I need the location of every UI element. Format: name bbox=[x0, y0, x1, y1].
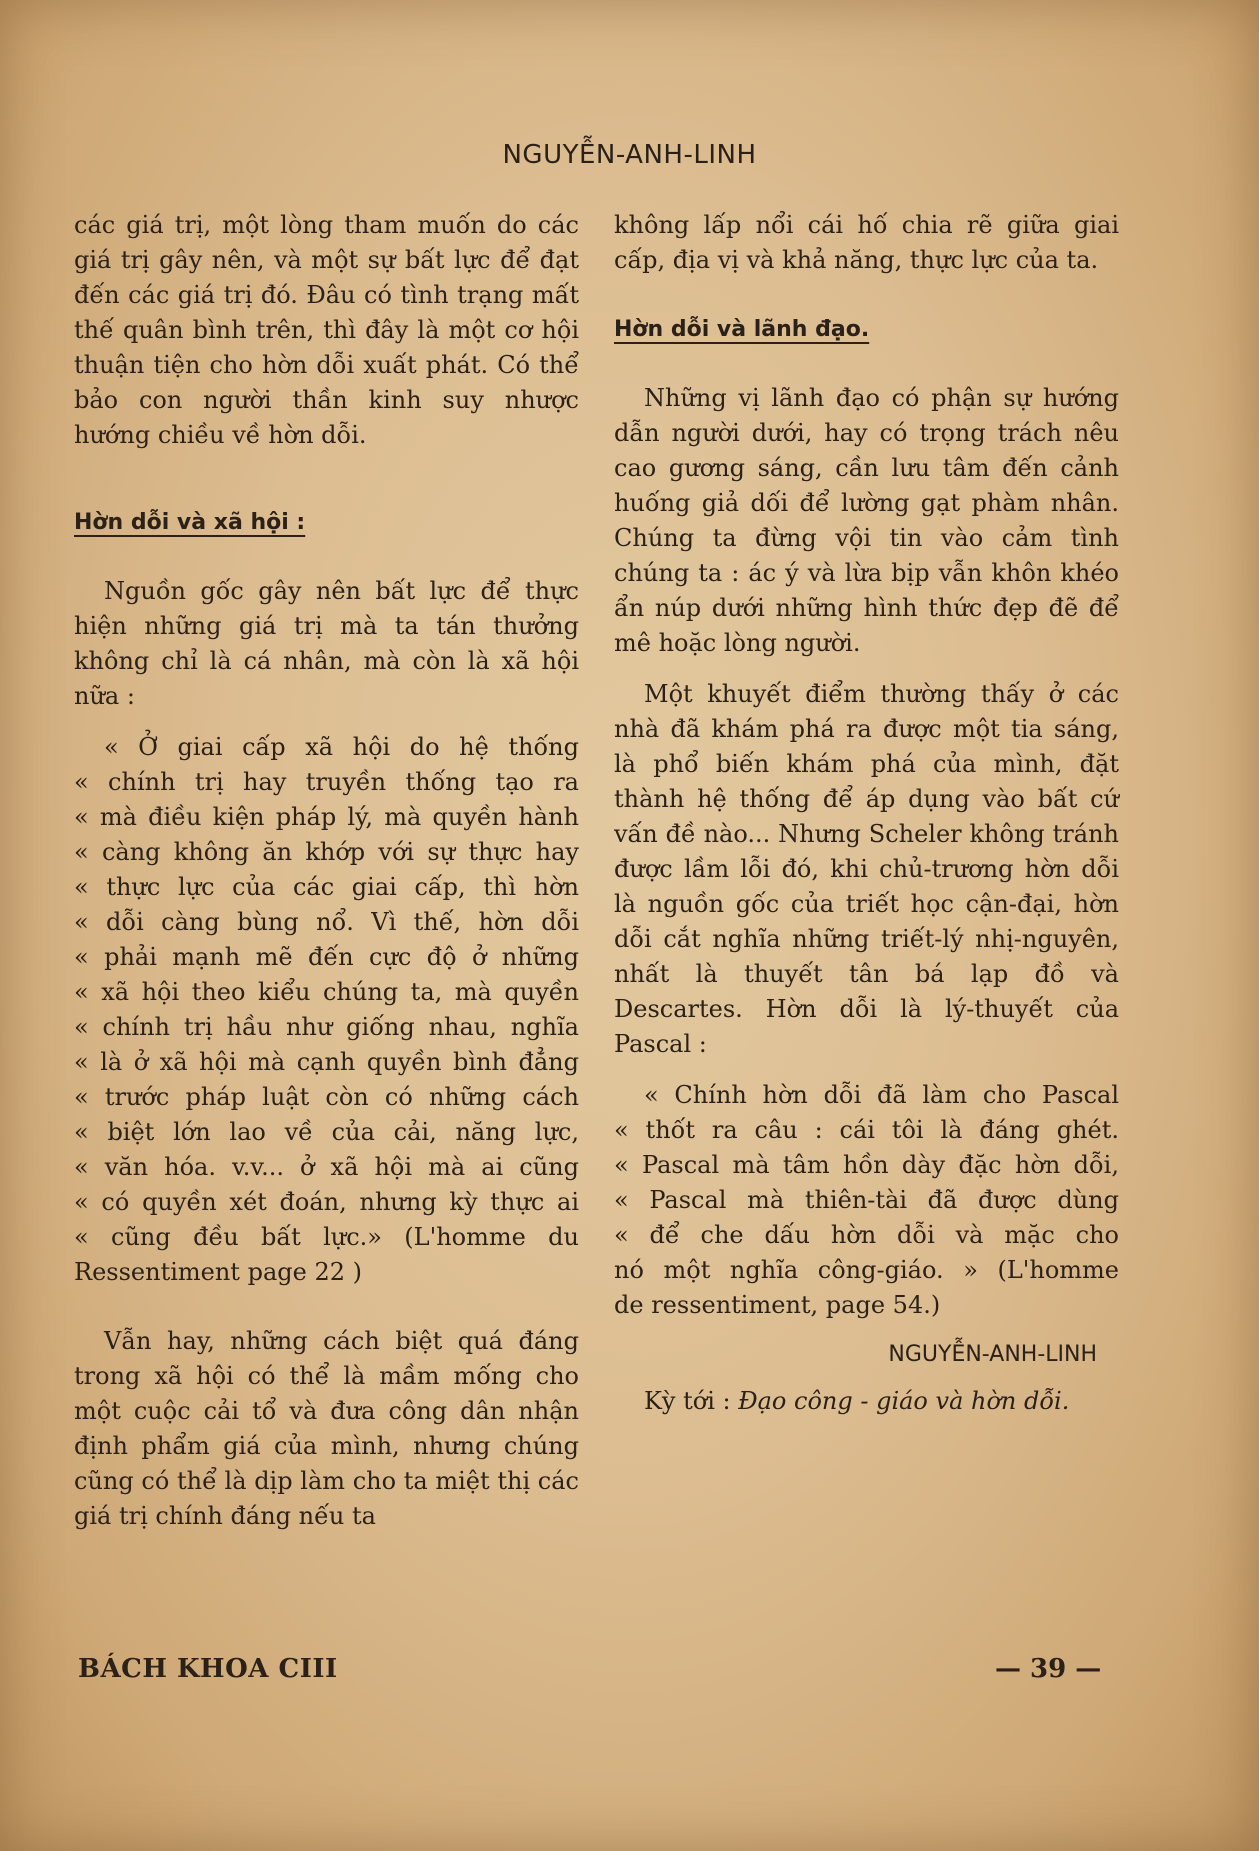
quote-line: « Ở giai cấp xã hội do hệ thống bbox=[104, 733, 579, 761]
right-paragraph-continued: không lấp nổi cái hố chia rẽ giữa giai cấp, địa vị và khả năng, thực lực của ta. bbox=[614, 211, 1119, 274]
quote-line: « chính trị hầu như giống nhau, nghĩa bbox=[74, 1013, 579, 1041]
quote-line: « chính trị hay truyền thống tạo ra bbox=[74, 768, 579, 796]
quote-line: « Pascal mà tâm hồn dày đặc hờn dỗi, bbox=[614, 1151, 1119, 1179]
quote-line: « càng không ăn khớp với sự thực hay bbox=[74, 838, 579, 866]
quote-block-right bbox=[614, 1078, 1119, 1323]
section-heading-society: Hờn dỗi và xã hội : bbox=[74, 510, 306, 535]
quote-line: « Pascal mà thiên-tài đã được dùng bbox=[614, 1186, 1119, 1214]
left-paragraph-3: Vẫn hay, những cách biệt quá đáng trong xã hội có thể là mầm mống cho một cuộc cải tổ và đưa công dân nhận định phẩm giá của mình, nhưng chúng cũng có thể là dịp làm cho ta miệt thị các giá trị chính đáng nếu ta bbox=[74, 1327, 579, 1530]
left-column bbox=[74, 208, 579, 1534]
quote-line: « để che dấu hờn dỗi và mặc cho bbox=[614, 1221, 1119, 1249]
right-column bbox=[614, 208, 1119, 1419]
author-signature: NGUYỄN-ANH-LINH bbox=[888, 1342, 1097, 1367]
next-issue-title: Đạo công - giáo và hờn dỗi. bbox=[738, 1387, 1070, 1415]
right-paragraph-2: Những vị lãnh đạo có phận sự hướng dẫn người dưới, hay có trọng trách nêu cao gương sáng, cần lưu tâm đến cảnh huống giả dối để lường gạt phàm nhân. Chúng ta đừng vội tin vào cảm tình chúng ta : ác ý và lừa bịp vẫn khôn khéo ẩn núp dưới những hình thức đẹp đẽ để mê hoặc lòng người. bbox=[614, 384, 1119, 657]
footer-page-number: — 39 — bbox=[995, 1654, 1102, 1684]
quote-line: « có quyền xét đoán, nhưng kỳ thực ai bbox=[74, 1188, 579, 1216]
running-head-author: NGUYỄN-ANH-LINH bbox=[502, 140, 757, 170]
next-issue-note bbox=[614, 1384, 1119, 1419]
next-issue-label: Kỳ tới : bbox=[644, 1387, 731, 1415]
section-heading-leadership: Hờn dỗi và lãnh đạo. bbox=[614, 317, 870, 342]
quote-line: « phải mạnh mẽ đến cực độ ở những bbox=[74, 943, 579, 971]
quote-line: « Chính hờn dỗi đã làm cho Pascal bbox=[644, 1081, 1119, 1109]
quote-line: « dỗi càng bùng nổ. Vì thế, hờn dỗi bbox=[74, 908, 579, 936]
quote-line: « thốt ra câu : cái tôi là đáng ghét. bbox=[614, 1116, 1119, 1144]
quote-line: « mà điều kiện pháp lý, mà quyền hành bbox=[74, 803, 579, 831]
footer-publication: BÁCH KHOA CIII bbox=[78, 1654, 338, 1684]
quote-citation: Ressentiment page 22 ) bbox=[74, 1258, 362, 1286]
quote-line: nó một nghĩa công-giáo. » (L'homme bbox=[614, 1256, 1119, 1284]
left-paragraph-2: Nguồn gốc gây nên bất lực để thực hiện những giá trị mà ta tán thưởng không chỉ là cá nhân, mà còn là xã hội nữa : bbox=[74, 577, 579, 710]
quote-line: « trước pháp luật còn có những cách bbox=[74, 1083, 579, 1111]
left-paragraph-continued: các giá trị, một lòng tham muốn do các giá trị gây nên, và một sự bất lực để đạt đến các giá trị đó. Đâu có tình trạng mất thế quân bình trên, thì đây là một cơ hội thuận tiện cho hờn dỗi xuất phát. Có thể bảo con người thần kinh suy nhược hướng chiều về hờn dỗi. bbox=[74, 211, 579, 449]
quote-line: « thực lực của các giai cấp, thì hờn bbox=[74, 873, 579, 901]
quote-line: « biệt lớn lao về của cải, năng lực, bbox=[74, 1118, 579, 1146]
quote-line: « xã hội theo kiểu chúng ta, mà quyền bbox=[74, 978, 579, 1006]
quote-citation: de ressentiment, page 54.) bbox=[614, 1291, 941, 1319]
quote-line: « cũng đều bất lực.» (L'homme du bbox=[74, 1223, 579, 1251]
quote-line: « là ở xã hội mà cạnh quyền bình đẳng bbox=[74, 1048, 579, 1076]
right-paragraph-3: Một khuyết điểm thường thấy ở các nhà đã khám phá ra được một tia sáng, là phổ biến khám phá của mình, đặt thành hệ thống để áp dụng vào bất cứ vấn đề nào... Nhưng Scheler không tránh được lầm lỗi đó, khi chủ-trương hờn dỗi là nguồn gốc của triết học cận-đại, hờn dỗi cắt nghĩa những triết-lý nhị-nguyên, nhất là thuyết tân bá lạp đồ và Descartes. Hờn dỗi là lý-thuyết của Pascal : bbox=[614, 680, 1119, 1058]
quote-line: « văn hóa. v.v... ở xã hội mà ai cũng bbox=[74, 1153, 579, 1181]
quote-block-left bbox=[74, 730, 579, 1290]
